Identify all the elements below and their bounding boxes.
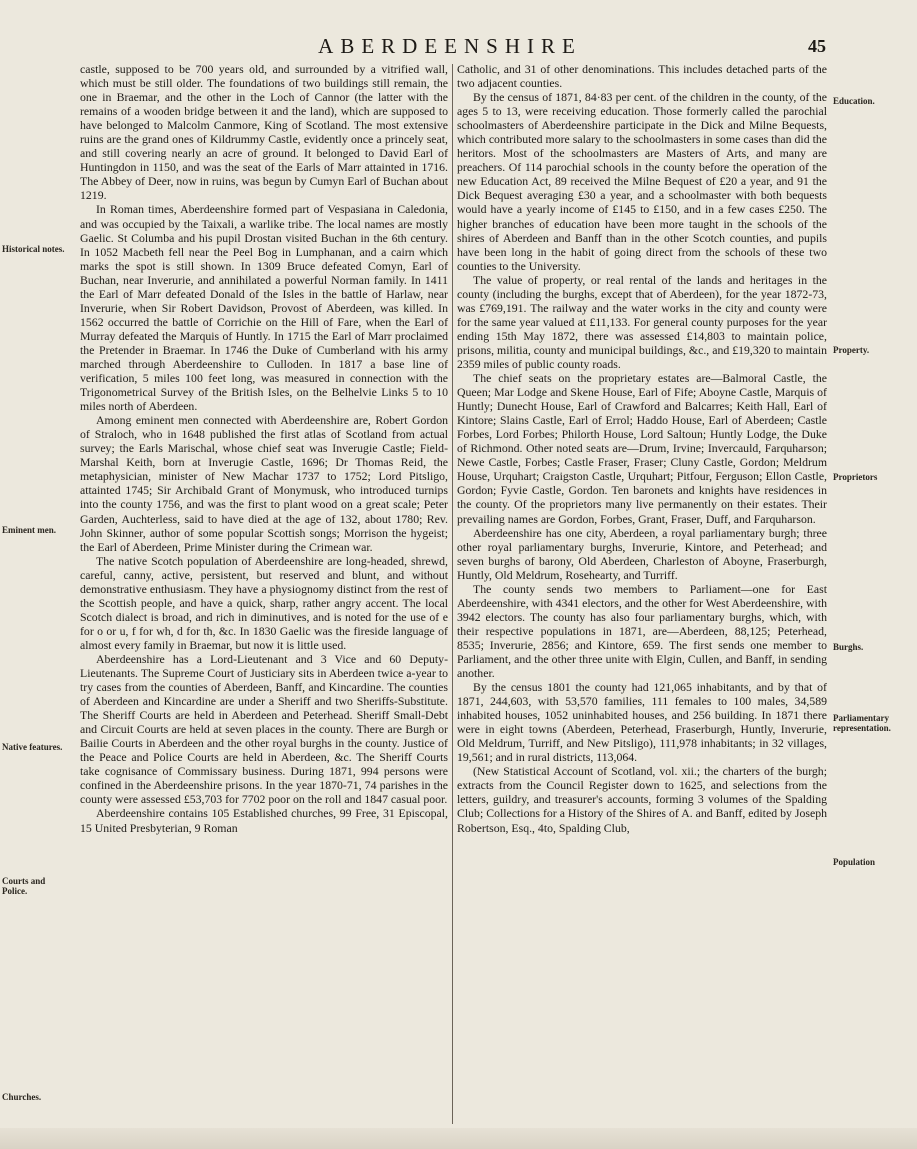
side-note-eminent-men: Eminent men. [2, 525, 56, 535]
side-note-historical-notes: Historical notes. [2, 244, 65, 254]
paragraph: The native Scotch population of Aberdeenshire are long-headed, shrewd, careful, canny, active, persistent, but reserved and blunt, and without demonstrative enthusiasm. They have a physiognomy distinct from the rest of the Scottish people, and have a quick, sharp, rather angry accent. The local Scotch dialect is broad, and rich in diminutives, and is noted for the use of e for o or u, f for wh, d for th, &c. In 1830 Gaelic was the fireside language of almost every family in Braemar, but now it is little used. [80, 553, 448, 652]
side-note-churches: Churches. [2, 1092, 42, 1102]
side-note-property: Property. [833, 345, 870, 355]
page-bottom-edge [0, 1128, 917, 1149]
paragraph: By the census 1801 the county had 121,065 inhabitants, and by that of 1871, 244,603, with 53,570 families, 111 females to 100 males, 34,589 inhabited houses, 1052 uninhabited houses, and 256 building. In 1871 there were in eight towns (Aberdeen, Peterhead, Fraserburgh, Huntly, Inverurie, Old Meldrum, Turriff, and New Pitsligo), 111,978 inhabitants; in 32 villages, 19,561; and in rural districts, 113,064. [457, 680, 827, 765]
page-number: 45 [808, 36, 826, 56]
side-note-proprietors: Proprietors [833, 472, 878, 482]
column-divider [452, 64, 453, 1124]
side-note-native-features: Native features. [2, 742, 63, 752]
right-column [457, 62, 827, 835]
side-note-population: Population [833, 857, 876, 867]
paragraph: (New Statistical Account of Scotland, vol. xii.; the charters of the burgh; extracts from the Council Register down to 1625, and selections from the letters, guildry, and treasurer's accounts, forming 3 volumes of the Spalding Club; Collections for a History of the Shires of A. and Banff, edited by Joseph Robertson, Esq., 4to, Spalding Club, [457, 764, 827, 835]
paragraph: By the census of 1871, 84·83 per cent. of the children in the county, of the ages 5 to 13, were receiving education. Those formerly called the parochial schoolmasters of Aberdeenshire participate in the Dick and Milne Bequests, which contributed more salary to the schoolmasters in some cases than did the heritors. Most of the schoolmasters are Masters of Arts, and many are preachers. Of 114 parochial schools in the county before the operation of the new Education Act, 89 received the Milne Bequest of £20 a year, and 91 the Dick Bequest averaging £30 a year, and a schoolmaster with both bequests would have a yearly income of £145 to £150, and in a few cases £250. The higher branches of education have been more taught in the schools of the shires of Aberdeen and Banff than in the other Scotch counties, and pupils have been long in the habit of going direct from the schools of these two counties to the University. [457, 90, 827, 273]
paragraph: The county sends two members to Parliament—one for East Aberdeenshire, with 4341 electors, and the other for West Aberdeenshire, with 3942 electors. The county has also four parliamentary burghs, which, with their respective populations in 1871, are—Aberdeen, 88,125; Peterhead, 8535; Inverurie, 2856; and Kintore, 659. The first sends one member to Parliament, and the other three unite with Elgin, Cullen, and Banff, in sending another. [457, 581, 827, 681]
paragraph: The chief seats on the proprietary estates are—Balmoral Castle, the Queen; Mar Lodge and Skene House, Earl of Fife; Aboyne Castle, Marquis of Huntly; Dunecht House, Earl of Crawford and Balcarres; Keith Hall, Earl of Kintore; Slains Castle, Earl of Errol; Haddo House, Earl of Aberdeen; Castle Forbes, Lord Forbes; Philorth House, Lord Saltoun; Huntly Lodge, the Duke of Richmond. Other noted seats are—Drum, Irvine; Invercauld, Farquharson; Newe Castle, Forbes; Castle Fraser, Fraser; Cluny Castle, Gordon; Meldrum House, Urquhart; Craigston Castle, Urquhart; Pitfour, Ferguson; Ellon Castle, Gordon; Fyvie Castle, Gordon. Ten baronets and knights have residences in the county. Of the proprietors many live permanently on their estates. Their prevailing names are Gordon, Forbes, Grant, Fraser, Duff, and Farquharson. [457, 371, 827, 526]
side-note-burghs: Burghs. [833, 642, 864, 652]
running-header-title: ABERDEENSHIRE [318, 34, 582, 58]
paragraph: Catholic, and 31 of other denominations. This includes detached parts of the two adjacent counties. [457, 62, 827, 91]
paragraph: Aberdeenshire has a Lord-Lieutenant and 3 Vice and 60 Deputy-Lieutenants. The Supreme Court of Justiciary sits in Aberdeen twice a-year to try cases from the counties of Aberdeen, Banff, and Kincardine. The counties of Aberdeen and Kincardine are under a Sheriff and two Sheriffs-Substitute. The Sheriff Courts are held in Aberdeen and Peterhead. Sheriff Small-Debt and Circuit Courts are held at seven places in the county. There are Burgh or Bailie Courts in Aberdeen and the other royal burghs in the county. Justice of the Peace and Police Courts are held in Aberdeen, &c. The Sheriff Courts take cognisance of Commissary business. During 1871, 994 persons were confined in the Aberdeenshire prisons. In the year 1870-71, 74 parishes in the county were assessed £53,703 for 7702 poor on the roll and 1847 casual poor. [80, 651, 448, 807]
paragraph: castle, supposed to be 700 years old, and surrounded by a vitrified wall, which must be still older. The foundations of two buildings still remain, the one in Braemar, and the other in the Loch of Cannor (the latter with the remains of a wooden bridge between it and the land), which are supposed to have belonged to Malcolm Canmore, King of Scotland. The most extensive ruins are the grand ones of Kildrummy Castle, evidently once a princely seat, and still covering nearly an acre of ground. It belonged to David Earl of Huntingdon in 1150, and was the seat of the Earls of Marr attainted in 1716. The Abbey of Deer, now in ruins, was begun by Cumyn Earl of Buchan about 1219. [80, 62, 448, 203]
left-column [80, 62, 448, 835]
paragraph: Among eminent men connected with Aberdeenshire are, Robert Gordon of Straloch, who in 1648 published the first atlas of Scotland from actual survey; the Earls Marischal, whose chief seat was Inverugie Castle; Field-Marshal Keith, born at Inverugie Castle, 1696; Dr Thomas Reid, the metaphysician, minister of New Machar 1737 to 1752; Lord Pitsligo, attainted 1745; Sir Archibald Grant of Monymusk, who introduced turnips into the county 1756, and was the first to plant wood on a great scale; Peter Garden, Auchterless, said to have died at the age of 132, about 1780; Rev. John Skinner, author of some popular Scottish songs; Morrison the hygeist; the Earl of Aberdeen, Prime Minister during the Crimean war. [80, 413, 448, 554]
side-note-parliamentary-representation: Parliamentary representation. [833, 713, 891, 733]
paragraph: Aberdeenshire contains 105 Established churches, 99 Free, 31 Episcopal, 15 United Presbyterian, 9 Roman [80, 806, 448, 835]
side-note-courts-and-police: Courts and Police. [2, 876, 46, 896]
side-note-education: Education. [833, 96, 875, 106]
paragraph: In Roman times, Aberdeenshire formed part of Vespasiana in Caledonia, and was occupied by the Taixali, a warlike tribe. The local names are mostly Gaelic. St Columba and his pupil Drostan visited Buchan in the 6th century. In 1052 Macbeth fell near the Peel Bog in Lumphanan, and a cairn which marks the spot is still shown. In 1309 Bruce defeated Comyn, Earl of Buchan, near Inverurie, and annihilated a powerful Norman family. In 1411 the Earl of Marr defeated Donald of the Isles in the battle of Harlaw, near Inverurie, when Sir Robert Davidson, Provost of Aberdeen, was killed. In 1562 occurred the battle of Corrichie on the Hill of Fare, when the Earl of Murray defeated the Marquis of Huntly. In 1715 the Earl of Marr proclaimed the Pretender in Braemar. In 1746 the Duke of Cumberland with his army marched through Aberdeenshire to Culloden. In 1817 a base line of verification, 5 miles 100 feet long, was measured in connection with the Trigonometrical Survey of the British Isles, on the Belhelvie Links 5 to 10 miles north of Aberdeen. [80, 202, 448, 414]
paragraph: The value of property, or real rental of the lands and heritages in the county (including the burghs, except that of Aberdeen), for the year 1872-73, was £769,191. The railway and the water works in the city and county were for the same year valued at £11,133. For general county purposes for the year ending 15th May 1872, there was assessed £14,803 to maintain police, prisons, militia, county and municipal buildings, &c., and £19,320 to maintain 2359 miles of public county roads. [457, 272, 827, 371]
paragraph: Aberdeenshire has one city, Aberdeen, a royal parliamentary burgh; three other royal parliamentary burghs, Inverurie, Kintore, and Peterhead; and seven burghs of barony, Old Aberdeen, Charleston of Aboyne, Fraserburgh, Huntly, Old Meldrum, Rosehearty, and Turriff. [457, 525, 827, 582]
